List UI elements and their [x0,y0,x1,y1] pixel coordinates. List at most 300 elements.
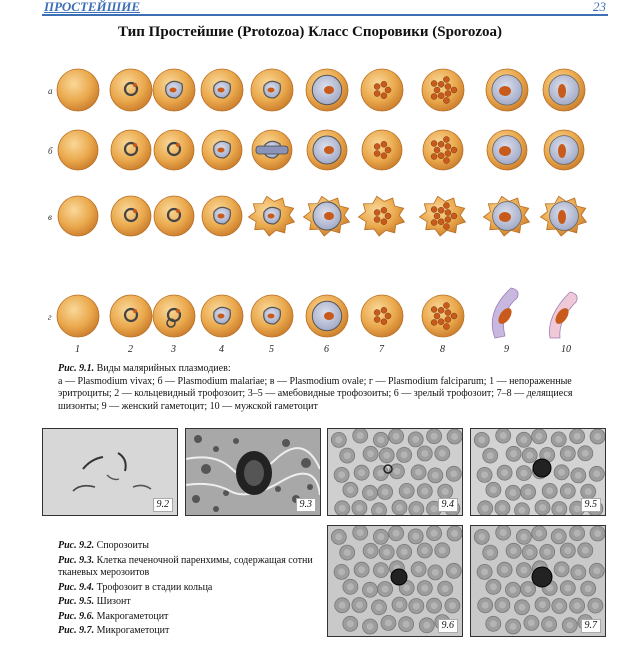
blood-cell [487,130,527,170]
rbc-center [357,432,364,439]
photo-number: 9.7 [581,619,602,633]
column-number: 3 [171,344,176,355]
rbc-center [432,569,439,576]
cell-body [422,295,464,337]
parasite-nucleus [218,214,225,219]
rbc-center [412,533,419,540]
rbc-center [449,602,456,609]
page-title: Тип Простейшие (Protozoa) Класс Споровики (Sporozoa) [118,24,502,40]
merozoite [381,81,387,87]
merozoite [438,141,444,147]
parasite-nucleus [218,314,225,319]
photo-liver-cell [185,428,321,516]
rbc-center [564,547,571,554]
merozoite [381,153,387,159]
merozoite [431,307,437,313]
parasite-nucleus [133,143,137,147]
photo-ring-stage [327,428,463,516]
rbc-center [377,533,384,540]
merozoite [443,303,449,309]
rbc-center [510,450,517,457]
blood-cell [201,295,243,337]
blood-cell [543,69,585,111]
rbc-center [520,567,527,574]
cell-body [362,130,402,170]
blood-cell [306,295,348,337]
rbc-center [376,604,383,611]
rbc-center [383,549,390,556]
rbc-center [501,566,508,573]
blood-cell [361,69,403,111]
merozoite [385,213,391,219]
blood-cell [422,295,464,337]
band-form [256,146,288,154]
rbc-center [582,450,589,457]
rbc-center [525,586,532,593]
rbc-center [431,433,438,440]
blood-cell [492,288,518,338]
figure-legend [58,540,320,640]
rbc-center [510,547,517,554]
rbc-center [593,567,600,574]
rbc-center [564,488,571,495]
rbc-center [396,504,403,511]
rbc-center [450,470,457,477]
blood-cell [362,130,402,170]
rbc-center [393,530,400,537]
rbc-center [442,488,449,495]
merozoite [431,320,437,326]
rbc-center [413,506,420,513]
parasite-nucleus [170,88,177,93]
rbc-center [539,601,546,608]
rbc-center [594,433,601,440]
blood-cell [202,196,242,236]
parasite-nucleus [218,88,225,93]
rbc-center [546,487,553,494]
rbc-center [376,507,383,514]
rbc-center [367,489,374,496]
merozoite [445,91,451,97]
cell-body [359,196,405,236]
merozoite [374,91,380,97]
parasite-nucleus [268,314,275,319]
parasite-nucleus [268,88,275,93]
rbc-center [423,622,430,629]
legend-item: Рис. 9.3. Клетка печеночной паренхимы, содержащая сотни тканевых мерозоитов [58,554,313,578]
rbc-center [377,567,384,574]
column-number: 2 [128,344,133,355]
merozoite [443,224,449,230]
rbc-center [431,602,438,609]
photo-schizont [470,428,606,516]
rbc-center [344,452,351,459]
blood-cell [153,295,195,337]
parasite-nucleus [176,309,180,313]
rbc-center [393,468,400,475]
rbc-center [403,584,410,591]
cell-body [111,130,151,170]
rbc-center [367,450,374,457]
merozoite [385,147,391,153]
parasite-nucleus [324,212,334,220]
rbc-center [487,452,494,459]
cell-body [58,130,98,170]
merozoite [381,207,387,213]
rbc-center [500,529,507,536]
merozoite [385,87,391,93]
blood-cell [154,130,194,170]
rbc-center [510,586,517,593]
rbc-center [574,530,581,537]
rbc-center [482,602,489,609]
merozoite [434,313,440,319]
rbc-center [478,436,485,443]
rbc-center [382,489,389,496]
blood-cell [420,196,466,236]
photo-number: 9.3 [296,498,317,512]
rbc-center [525,489,532,496]
merozoite [445,217,451,223]
rbc-center [585,488,592,495]
photo-number: 9.4 [438,498,459,512]
parasite-nucleus [324,146,334,154]
rbc-center [500,432,507,439]
rbc-center [510,489,517,496]
legend-item: Рис. 9.4. Трофозоит в стадии кольца [58,581,213,593]
cell-body [58,196,98,236]
merozoite [445,210,451,216]
parasite-nucleus [499,86,511,96]
column-number: 10 [561,344,571,355]
section-title: ПРОСТЕЙШИЕ [44,0,141,14]
blood-cell [541,196,587,236]
legend-item: Рис. 9.2. Спорозоиты [58,540,149,551]
column-number: 9 [504,344,509,355]
row-label: а [48,86,53,96]
merozoite [438,153,444,159]
rbc-center [347,620,354,627]
merozoite [374,84,380,90]
rbc-center [594,530,601,537]
merozoite [438,207,444,213]
photo-number: 9.6 [438,619,459,633]
stained-parasite [532,567,552,587]
blood-cell [111,130,151,170]
rbc-center [487,549,494,556]
rbc-center [367,547,374,554]
merozoite [374,317,380,323]
rbc-center [347,583,354,590]
cell-body [57,69,99,111]
rbc-center [358,566,365,573]
blood-cell [249,196,295,236]
rbc-center [432,472,439,479]
column-number: 4 [219,344,224,355]
merozoite [451,87,457,93]
row-label: б [48,146,53,156]
plasmodium-plate [0,48,620,360]
caption-body: а — Plasmodium vivax; б — Plasmodium malariae; в — Plasmodium ovale; г — Plasmodium falciparum; 1 — непораженные эритроциты; 2 — кольцевидный трофозоит; 3–5 — амебовидные трофозоиты; 6 — зрелый трофозоит; 7–8 — делящиеся шизонты; 9 — женский гаметоцит; 10 — мужской гаметоцит [58,375,573,412]
rbc-center [575,472,582,479]
merozoite [434,213,440,219]
merozoite [445,310,451,316]
rbc-center [401,548,408,555]
merozoite [451,213,457,219]
rbc-center [385,619,392,626]
parasite-nucleus [268,214,275,219]
rbc-center [536,433,543,440]
blood-cell [307,130,347,170]
photo-number: 9.2 [153,498,174,512]
cell-body [110,69,152,111]
merozoite [451,147,457,153]
merozoite [445,317,451,323]
cell-body [153,295,195,337]
rbc-center [490,486,497,493]
merozoite [445,144,451,150]
rbc-center [431,530,438,537]
rbc-center [421,585,428,592]
merozoite [443,98,449,104]
rbc-center [357,529,364,536]
rbc-center [519,604,526,611]
rbc-center [575,569,582,576]
column-number: 8 [440,344,445,355]
rbc-center [367,586,374,593]
cell-body [154,130,194,170]
rbc-center [421,488,428,495]
rbc-center [403,621,410,628]
rbc-center [412,436,419,443]
cell-body [111,196,151,236]
rbc-center [520,436,527,443]
rbc-center [558,469,565,476]
rbc-center [356,602,363,609]
caption-title: Виды малярийных плазмодиев: [96,363,231,374]
legend-item: Рис. 9.5. Шизонт [58,596,131,607]
rbc-center [377,470,384,477]
legend-item: Рис. 9.6. Макрогаметоцит [58,610,169,622]
rbc-center [358,469,365,476]
rbc-center [564,450,571,457]
merozoite [438,219,444,225]
cell-body [361,69,403,111]
blood-cell [251,295,293,337]
parasite-nucleus [133,83,137,87]
rbc-center [490,620,497,627]
merozoite [438,319,444,325]
merozoite [434,147,440,153]
parasite-nucleus [324,312,334,320]
rbc-center [585,585,592,592]
column-number: 5 [269,344,274,355]
cell-body [154,196,194,236]
parasite-nucleus [133,309,137,313]
rbc-center [442,585,449,592]
rbc-center [367,623,374,630]
rbc-center [403,487,410,494]
page-number: 23 [593,0,606,14]
merozoite [443,158,449,164]
rbc-center [556,603,563,610]
rbc-center [490,583,497,590]
merozoite [381,219,387,225]
photo-microgametocyte [470,525,606,637]
rbc-center [536,530,543,537]
photo-macrogametocyte [327,525,463,637]
merozoite [445,151,451,157]
rbc-center [450,567,457,574]
rbc-center [396,601,403,608]
blood-cell [202,130,242,170]
parasite-nucleus [324,86,334,94]
rbc-center [592,602,599,609]
merozoite [443,324,449,330]
rbc-center [481,471,488,478]
figure-caption [58,363,578,413]
rbc-center [544,548,551,555]
merozoite [443,137,449,143]
rbc-center [383,452,390,459]
rbc-center [439,547,446,554]
rbc-center [501,469,508,476]
rbc-center [555,436,562,443]
blood-cell [57,295,99,337]
parasite-nucleus [499,212,511,222]
blood-cell [201,69,243,111]
photo-sporozoites [42,428,178,516]
parasite-nucleus [558,84,566,98]
blood-cell [154,196,194,236]
merozoite [385,313,391,319]
rbc-center [556,506,563,513]
rbc-center [335,436,342,443]
column-number: 1 [75,344,80,355]
merozoite [374,310,380,316]
rbc-center [451,433,458,440]
caption-label: Рис. 9.1. [58,363,95,374]
merozoite [374,144,380,150]
page-header [0,0,620,18]
merozoite [431,81,437,87]
merozoite [374,151,380,157]
rbc-center [338,568,345,575]
merozoite [438,81,444,87]
blood-cell [252,130,292,170]
blood-cell [58,130,98,170]
rbc-center [558,566,565,573]
blood-cell [111,196,151,236]
merozoite [374,217,380,223]
rbc-center [439,450,446,457]
rbc-center [539,504,546,511]
rbc-center [566,622,573,629]
blood-cell [306,69,348,111]
rbc-center [574,602,581,609]
merozoite [434,87,440,93]
blood-cell [110,295,152,337]
rbc-center [339,602,346,609]
rbc-center [574,433,581,440]
cell-body [361,295,403,337]
column-number: 7 [379,344,384,355]
merozoite [374,210,380,216]
rbc-center [520,533,527,540]
rbc-center [481,568,488,575]
stained-parasite [391,569,407,585]
cell-body [110,295,152,337]
merozoite [381,307,387,313]
parasite-nucleus [499,146,511,156]
rbc-center [393,433,400,440]
parasite-nucleus [558,210,566,224]
rbc-center [356,505,363,512]
blood-cell [544,130,584,170]
rbc-center [499,602,506,609]
rbc-center [415,469,422,476]
merozoite [445,84,451,90]
merozoite [438,307,444,313]
merozoite [381,93,387,99]
cell-body [422,69,464,111]
parasite-nucleus [176,209,180,213]
rbc-center [421,547,428,554]
cell-body [420,196,466,236]
rbc-center [546,621,553,628]
merozoite [431,141,437,147]
merozoite [451,313,457,319]
blood-cell [423,130,463,170]
column-number: 6 [324,344,329,355]
rbc-center [338,471,345,478]
rbc-center [519,507,526,514]
merozoite [381,319,387,325]
merozoite [381,141,387,147]
rbc-center [582,547,589,554]
rbc-center [382,586,389,593]
rbc-center [520,470,527,477]
blood-cell [251,69,293,111]
rbc-center [478,533,485,540]
legend-item: Рис. 9.7. Микрогаметоцит [58,625,170,636]
blood-cell [110,69,152,111]
rbc-center [451,530,458,537]
blood-cell [153,69,195,111]
rbc-center [528,619,535,626]
rbc-center [339,505,346,512]
photo-number: 9.5 [581,498,602,512]
rbc-center [347,486,354,493]
merozoite [431,94,437,100]
blood-cell [57,69,99,111]
rbc-center [564,585,571,592]
rbc-center [526,452,533,459]
blood-cell [361,295,403,337]
merozoite [443,203,449,209]
rbc-center [510,623,517,630]
rbc-center [555,533,562,540]
parasite-nucleus [218,148,225,153]
stained-parasite [533,459,551,477]
blood-cell [304,196,350,236]
rbc-center [544,451,551,458]
merozoite [431,220,437,226]
rbc-center [526,549,533,556]
blood-cell [549,292,577,338]
row-label: г [48,312,52,322]
rbc-center [499,505,506,512]
